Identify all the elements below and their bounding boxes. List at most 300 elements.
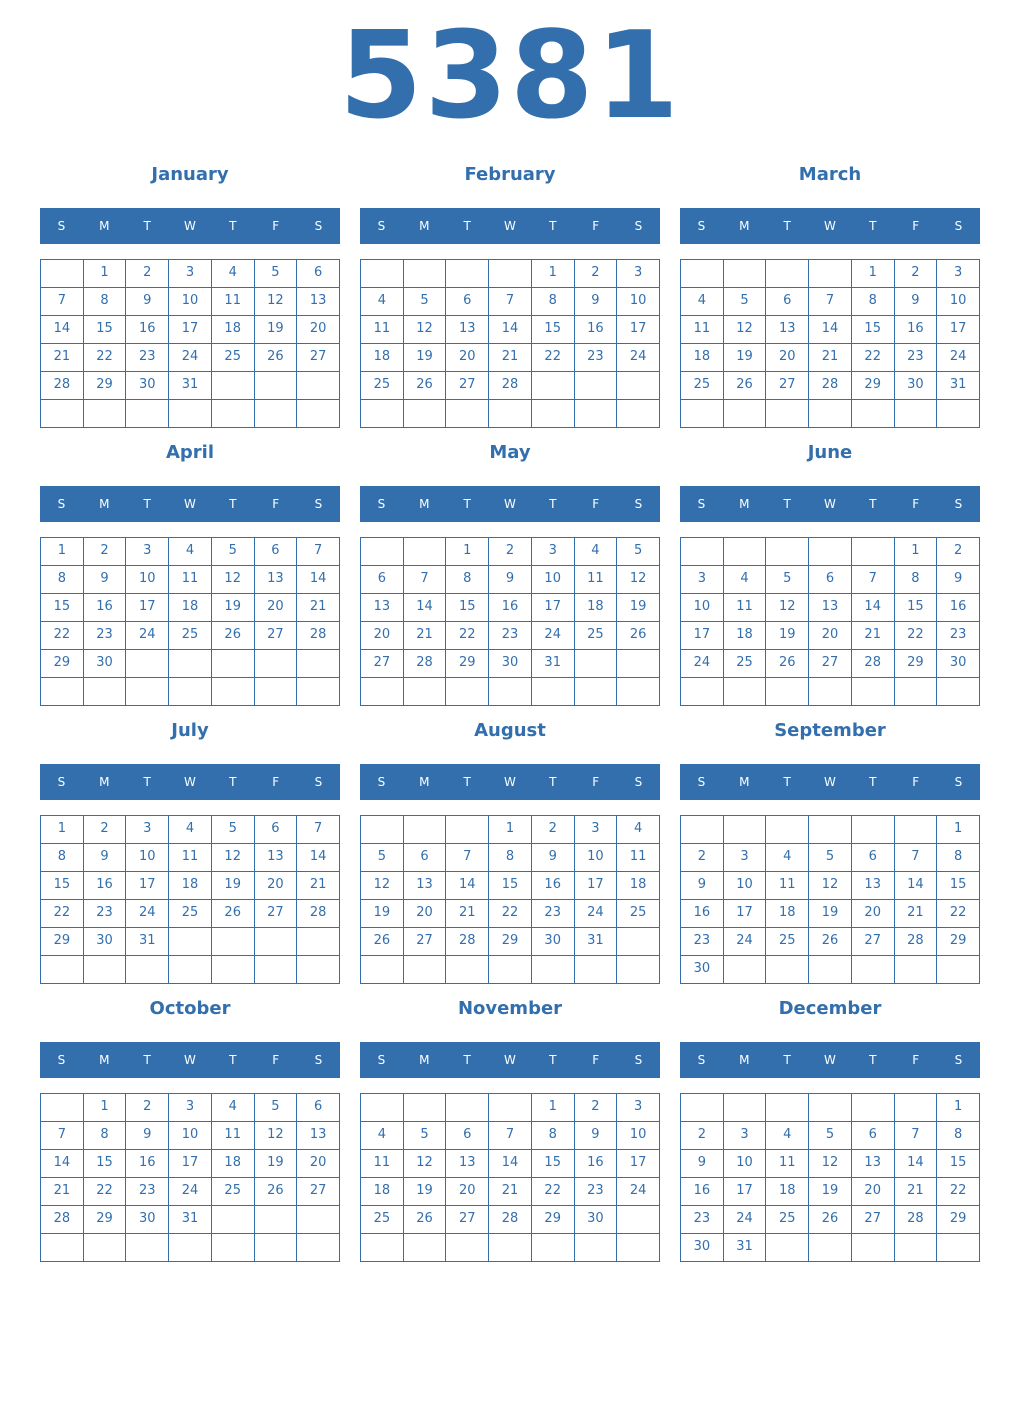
weekday-header bbox=[40, 764, 340, 800]
day-cell: 20 bbox=[361, 622, 404, 650]
day-cell: 26 bbox=[809, 928, 852, 956]
day-cell: 6 bbox=[766, 288, 809, 316]
day-cell: 4 bbox=[724, 566, 767, 594]
day-cell: 16 bbox=[937, 594, 980, 622]
month-name: May bbox=[489, 442, 531, 463]
empty-day-cell bbox=[361, 956, 404, 984]
day-cell: 20 bbox=[809, 622, 852, 650]
day-cell: 1 bbox=[41, 816, 84, 844]
weekday-label: S bbox=[954, 775, 963, 789]
day-cell: 9 bbox=[681, 1150, 724, 1178]
day-cell: 23 bbox=[84, 900, 127, 928]
empty-day-cell bbox=[361, 538, 404, 566]
day-cell: 29 bbox=[84, 372, 127, 400]
weekday-label: T bbox=[869, 219, 877, 233]
weekday-label: W bbox=[184, 497, 196, 511]
day-cell: 18 bbox=[169, 872, 212, 900]
day-cell: 29 bbox=[41, 928, 84, 956]
day-cell: 28 bbox=[404, 650, 447, 678]
weekday-label: T bbox=[143, 497, 151, 511]
empty-day-cell bbox=[852, 1234, 895, 1262]
day-cell: 20 bbox=[852, 900, 895, 928]
weekday-label: M bbox=[99, 497, 110, 511]
weekday-label: W bbox=[824, 775, 836, 789]
empty-day-cell bbox=[41, 678, 84, 706]
day-cell: 1 bbox=[937, 816, 980, 844]
day-cell: 8 bbox=[532, 288, 575, 316]
empty-day-cell bbox=[937, 956, 980, 984]
day-cell: 17 bbox=[126, 594, 169, 622]
day-cell: 13 bbox=[446, 1150, 489, 1178]
day-cell: 29 bbox=[937, 1206, 980, 1234]
empty-day-cell bbox=[617, 372, 660, 400]
day-cell: 3 bbox=[937, 260, 980, 288]
day-cell: 4 bbox=[361, 288, 404, 316]
empty-day-cell bbox=[255, 678, 298, 706]
day-cell: 21 bbox=[297, 872, 340, 900]
month-november bbox=[360, 994, 660, 1262]
day-cell: 4 bbox=[169, 816, 212, 844]
day-cell: 31 bbox=[532, 650, 575, 678]
day-cell: 8 bbox=[532, 1122, 575, 1150]
day-cell: 9 bbox=[895, 288, 938, 316]
day-cell: 19 bbox=[361, 900, 404, 928]
empty-day-cell bbox=[84, 678, 127, 706]
empty-day-cell bbox=[212, 928, 255, 956]
empty-day-cell bbox=[126, 956, 169, 984]
day-grid bbox=[680, 537, 980, 706]
day-cell: 15 bbox=[532, 316, 575, 344]
day-cell: 28 bbox=[489, 1206, 532, 1234]
empty-day-cell bbox=[489, 260, 532, 288]
day-cell: 8 bbox=[852, 288, 895, 316]
day-cell: 22 bbox=[852, 344, 895, 372]
empty-day-cell bbox=[41, 956, 84, 984]
day-cell: 1 bbox=[895, 538, 938, 566]
day-cell: 27 bbox=[809, 650, 852, 678]
day-cell: 14 bbox=[41, 1150, 84, 1178]
day-cell: 23 bbox=[895, 344, 938, 372]
day-cell: 27 bbox=[297, 1178, 340, 1206]
day-cell: 21 bbox=[41, 344, 84, 372]
empty-day-cell bbox=[169, 400, 212, 428]
day-cell: 16 bbox=[489, 594, 532, 622]
weekday-label: F bbox=[272, 219, 280, 233]
weekday-label: T bbox=[463, 775, 471, 789]
day-cell: 5 bbox=[212, 816, 255, 844]
day-cell: 8 bbox=[84, 288, 127, 316]
day-cell: 10 bbox=[575, 844, 618, 872]
day-cell: 27 bbox=[297, 344, 340, 372]
weekday-header bbox=[360, 486, 660, 522]
day-cell: 17 bbox=[532, 594, 575, 622]
empty-day-cell bbox=[41, 1094, 84, 1122]
day-cell: 7 bbox=[297, 538, 340, 566]
weekday-label: T bbox=[869, 497, 877, 511]
day-cell: 3 bbox=[126, 538, 169, 566]
empty-day-cell bbox=[575, 956, 618, 984]
day-cell: 20 bbox=[297, 316, 340, 344]
day-cell: 13 bbox=[297, 288, 340, 316]
day-cell: 10 bbox=[532, 566, 575, 594]
weekday-label: S bbox=[57, 775, 66, 789]
weekday-header bbox=[680, 1042, 980, 1078]
empty-day-cell bbox=[255, 1206, 298, 1234]
month-may bbox=[360, 438, 660, 706]
day-cell: 11 bbox=[617, 844, 660, 872]
month-name: December bbox=[778, 998, 882, 1019]
day-cell: 1 bbox=[446, 538, 489, 566]
day-cell: 27 bbox=[255, 900, 298, 928]
weekday-label: F bbox=[272, 1053, 280, 1067]
day-cell: 13 bbox=[852, 1150, 895, 1178]
empty-day-cell bbox=[575, 1234, 618, 1262]
day-cell: 2 bbox=[532, 816, 575, 844]
day-cell: 31 bbox=[169, 372, 212, 400]
weekday-label: F bbox=[912, 775, 920, 789]
month-name: July bbox=[171, 720, 209, 741]
empty-day-cell bbox=[681, 400, 724, 428]
day-cell: 26 bbox=[617, 622, 660, 650]
day-cell: 17 bbox=[617, 316, 660, 344]
day-cell: 26 bbox=[766, 650, 809, 678]
day-cell: 23 bbox=[489, 622, 532, 650]
day-cell: 3 bbox=[575, 816, 618, 844]
day-cell: 26 bbox=[212, 622, 255, 650]
day-cell: 6 bbox=[446, 1122, 489, 1150]
weekday-header bbox=[360, 764, 660, 800]
empty-day-cell bbox=[212, 678, 255, 706]
day-cell: 20 bbox=[297, 1150, 340, 1178]
empty-day-cell bbox=[212, 400, 255, 428]
day-cell: 11 bbox=[169, 566, 212, 594]
empty-day-cell bbox=[852, 956, 895, 984]
day-cell: 30 bbox=[84, 650, 127, 678]
weekday-label: M bbox=[99, 775, 110, 789]
day-cell: 4 bbox=[361, 1122, 404, 1150]
day-cell: 6 bbox=[809, 566, 852, 594]
weekday-label: F bbox=[272, 497, 280, 511]
empty-day-cell bbox=[681, 260, 724, 288]
day-cell: 11 bbox=[361, 1150, 404, 1178]
empty-day-cell bbox=[84, 956, 127, 984]
weekday-label: T bbox=[783, 219, 791, 233]
day-cell: 15 bbox=[446, 594, 489, 622]
month-july bbox=[40, 716, 340, 984]
day-cell: 18 bbox=[766, 1178, 809, 1206]
empty-day-cell bbox=[724, 400, 767, 428]
empty-day-cell bbox=[404, 1234, 447, 1262]
weekday-label: M bbox=[739, 1053, 750, 1067]
empty-day-cell bbox=[532, 956, 575, 984]
day-cell: 3 bbox=[617, 1094, 660, 1122]
empty-day-cell bbox=[297, 1206, 340, 1234]
day-cell: 20 bbox=[446, 344, 489, 372]
weekday-label: T bbox=[229, 497, 237, 511]
day-grid bbox=[40, 1093, 340, 1262]
day-cell: 24 bbox=[724, 928, 767, 956]
day-cell: 27 bbox=[255, 622, 298, 650]
day-cell: 21 bbox=[809, 344, 852, 372]
day-cell: 10 bbox=[126, 844, 169, 872]
day-cell: 16 bbox=[126, 1150, 169, 1178]
empty-day-cell bbox=[532, 372, 575, 400]
weekday-label: T bbox=[549, 1053, 557, 1067]
day-cell: 8 bbox=[41, 566, 84, 594]
empty-day-cell bbox=[255, 372, 298, 400]
day-cell: 11 bbox=[766, 1150, 809, 1178]
day-cell: 19 bbox=[724, 344, 767, 372]
day-cell: 18 bbox=[169, 594, 212, 622]
day-cell: 17 bbox=[937, 316, 980, 344]
day-cell: 31 bbox=[724, 1234, 767, 1262]
day-cell: 5 bbox=[361, 844, 404, 872]
day-cell: 14 bbox=[852, 594, 895, 622]
day-cell: 22 bbox=[41, 900, 84, 928]
month-name: October bbox=[149, 998, 231, 1019]
weekday-label: W bbox=[824, 1053, 836, 1067]
day-cell: 29 bbox=[41, 650, 84, 678]
empty-day-cell bbox=[532, 1234, 575, 1262]
day-cell: 12 bbox=[255, 288, 298, 316]
day-cell: 12 bbox=[212, 566, 255, 594]
day-cell: 23 bbox=[937, 622, 980, 650]
day-cell: 18 bbox=[212, 1150, 255, 1178]
empty-day-cell bbox=[895, 400, 938, 428]
day-cell: 19 bbox=[212, 594, 255, 622]
day-cell: 29 bbox=[84, 1206, 127, 1234]
day-cell: 5 bbox=[809, 844, 852, 872]
empty-day-cell bbox=[766, 260, 809, 288]
empty-day-cell bbox=[404, 816, 447, 844]
day-cell: 15 bbox=[41, 872, 84, 900]
day-cell: 13 bbox=[852, 872, 895, 900]
day-cell: 30 bbox=[126, 1206, 169, 1234]
day-cell: 18 bbox=[361, 344, 404, 372]
weekday-header bbox=[360, 1042, 660, 1078]
empty-day-cell bbox=[895, 1234, 938, 1262]
empty-day-cell bbox=[895, 678, 938, 706]
day-cell: 29 bbox=[937, 928, 980, 956]
empty-day-cell bbox=[724, 956, 767, 984]
empty-day-cell bbox=[404, 678, 447, 706]
weekday-label: F bbox=[912, 219, 920, 233]
day-cell: 9 bbox=[937, 566, 980, 594]
day-cell: 19 bbox=[404, 1178, 447, 1206]
empty-day-cell bbox=[41, 1234, 84, 1262]
empty-day-cell bbox=[809, 816, 852, 844]
day-cell: 6 bbox=[361, 566, 404, 594]
day-cell: 27 bbox=[404, 928, 447, 956]
day-cell: 14 bbox=[41, 316, 84, 344]
day-cell: 1 bbox=[41, 538, 84, 566]
weekday-label: W bbox=[504, 775, 516, 789]
day-cell: 8 bbox=[937, 844, 980, 872]
day-cell: 16 bbox=[84, 872, 127, 900]
day-cell: 4 bbox=[212, 1094, 255, 1122]
day-cell: 17 bbox=[724, 900, 767, 928]
day-cell: 19 bbox=[809, 1178, 852, 1206]
day-cell: 12 bbox=[212, 844, 255, 872]
empty-day-cell bbox=[84, 400, 127, 428]
day-cell: 18 bbox=[361, 1178, 404, 1206]
weekday-label: F bbox=[592, 219, 600, 233]
day-cell: 8 bbox=[41, 844, 84, 872]
day-cell: 28 bbox=[809, 372, 852, 400]
weekday-label: S bbox=[314, 497, 323, 511]
weekday-label: T bbox=[143, 219, 151, 233]
day-cell: 13 bbox=[446, 316, 489, 344]
weekday-label: S bbox=[954, 1053, 963, 1067]
weekday-label: S bbox=[377, 497, 386, 511]
day-cell: 9 bbox=[575, 288, 618, 316]
day-cell: 23 bbox=[126, 1178, 169, 1206]
day-cell: 5 bbox=[212, 538, 255, 566]
empty-day-cell bbox=[169, 956, 212, 984]
day-cell: 4 bbox=[169, 538, 212, 566]
day-cell: 14 bbox=[404, 594, 447, 622]
empty-day-cell bbox=[937, 400, 980, 428]
weekday-label: M bbox=[99, 1053, 110, 1067]
day-cell: 14 bbox=[895, 1150, 938, 1178]
day-cell: 1 bbox=[84, 260, 127, 288]
empty-day-cell bbox=[361, 260, 404, 288]
day-cell: 12 bbox=[361, 872, 404, 900]
day-cell: 16 bbox=[895, 316, 938, 344]
empty-day-cell bbox=[41, 260, 84, 288]
empty-day-cell bbox=[297, 956, 340, 984]
weekday-label: T bbox=[869, 775, 877, 789]
month-name: April bbox=[165, 442, 215, 463]
day-cell: 26 bbox=[809, 1206, 852, 1234]
weekday-label: F bbox=[592, 1053, 600, 1067]
empty-day-cell bbox=[724, 1094, 767, 1122]
weekday-label: T bbox=[463, 1053, 471, 1067]
empty-day-cell bbox=[169, 1234, 212, 1262]
empty-day-cell bbox=[575, 400, 618, 428]
empty-day-cell bbox=[297, 650, 340, 678]
empty-day-cell bbox=[297, 928, 340, 956]
day-cell: 24 bbox=[617, 344, 660, 372]
day-cell: 16 bbox=[575, 316, 618, 344]
weekday-label: T bbox=[229, 219, 237, 233]
day-cell: 6 bbox=[255, 816, 298, 844]
day-cell: 18 bbox=[766, 900, 809, 928]
day-cell: 29 bbox=[446, 650, 489, 678]
year-title: 5381 bbox=[339, 7, 681, 146]
empty-day-cell bbox=[297, 400, 340, 428]
empty-day-cell bbox=[895, 1094, 938, 1122]
weekday-label: S bbox=[697, 775, 706, 789]
weekday-label: T bbox=[463, 497, 471, 511]
empty-day-cell bbox=[297, 372, 340, 400]
empty-day-cell bbox=[809, 956, 852, 984]
weekday-header bbox=[40, 1042, 340, 1078]
day-cell: 27 bbox=[766, 372, 809, 400]
day-cell: 21 bbox=[404, 622, 447, 650]
day-cell: 18 bbox=[681, 344, 724, 372]
day-cell: 28 bbox=[489, 372, 532, 400]
day-cell: 13 bbox=[404, 872, 447, 900]
empty-day-cell bbox=[937, 678, 980, 706]
day-cell: 22 bbox=[84, 1178, 127, 1206]
day-cell: 5 bbox=[255, 260, 298, 288]
day-cell: 25 bbox=[766, 1206, 809, 1234]
empty-day-cell bbox=[895, 816, 938, 844]
empty-day-cell bbox=[532, 678, 575, 706]
weekday-label: M bbox=[419, 497, 430, 511]
day-cell: 4 bbox=[766, 1122, 809, 1150]
month-name: February bbox=[464, 164, 556, 185]
empty-day-cell bbox=[575, 372, 618, 400]
day-cell: 30 bbox=[681, 956, 724, 984]
empty-day-cell bbox=[212, 650, 255, 678]
day-cell: 3 bbox=[681, 566, 724, 594]
day-cell: 11 bbox=[575, 566, 618, 594]
weekday-label: M bbox=[739, 775, 750, 789]
weekday-label: S bbox=[697, 219, 706, 233]
day-cell: 15 bbox=[532, 1150, 575, 1178]
day-cell: 21 bbox=[489, 1178, 532, 1206]
empty-day-cell bbox=[617, 1206, 660, 1234]
month-february bbox=[360, 160, 660, 428]
day-cell: 7 bbox=[852, 566, 895, 594]
day-cell: 31 bbox=[937, 372, 980, 400]
empty-day-cell bbox=[681, 538, 724, 566]
day-cell: 22 bbox=[532, 1178, 575, 1206]
weekday-label: S bbox=[697, 1053, 706, 1067]
empty-day-cell bbox=[937, 1234, 980, 1262]
day-cell: 4 bbox=[575, 538, 618, 566]
day-cell: 23 bbox=[681, 1206, 724, 1234]
weekday-label: T bbox=[143, 1053, 151, 1067]
day-cell: 6 bbox=[255, 538, 298, 566]
empty-day-cell bbox=[169, 928, 212, 956]
weekday-label: M bbox=[99, 219, 110, 233]
empty-day-cell bbox=[852, 400, 895, 428]
day-cell: 16 bbox=[681, 900, 724, 928]
day-cell: 27 bbox=[446, 372, 489, 400]
day-grid bbox=[40, 537, 340, 706]
day-cell: 28 bbox=[446, 928, 489, 956]
weekday-label: F bbox=[592, 775, 600, 789]
day-cell: 12 bbox=[724, 316, 767, 344]
day-cell: 22 bbox=[41, 622, 84, 650]
day-cell: 23 bbox=[126, 344, 169, 372]
day-cell: 7 bbox=[895, 844, 938, 872]
day-cell: 25 bbox=[724, 650, 767, 678]
weekday-label: M bbox=[739, 497, 750, 511]
empty-day-cell bbox=[361, 1234, 404, 1262]
empty-day-cell bbox=[532, 400, 575, 428]
empty-day-cell bbox=[255, 650, 298, 678]
day-cell: 4 bbox=[212, 260, 255, 288]
day-cell: 30 bbox=[937, 650, 980, 678]
empty-day-cell bbox=[681, 1094, 724, 1122]
day-cell: 6 bbox=[446, 288, 489, 316]
day-cell: 3 bbox=[169, 260, 212, 288]
day-cell: 24 bbox=[169, 344, 212, 372]
day-cell: 17 bbox=[169, 1150, 212, 1178]
empty-day-cell bbox=[255, 1234, 298, 1262]
day-cell: 17 bbox=[724, 1178, 767, 1206]
empty-day-cell bbox=[446, 400, 489, 428]
day-cell: 25 bbox=[212, 344, 255, 372]
day-cell: 22 bbox=[84, 344, 127, 372]
day-grid bbox=[680, 815, 980, 984]
empty-day-cell bbox=[766, 678, 809, 706]
month-name: March bbox=[798, 164, 862, 185]
